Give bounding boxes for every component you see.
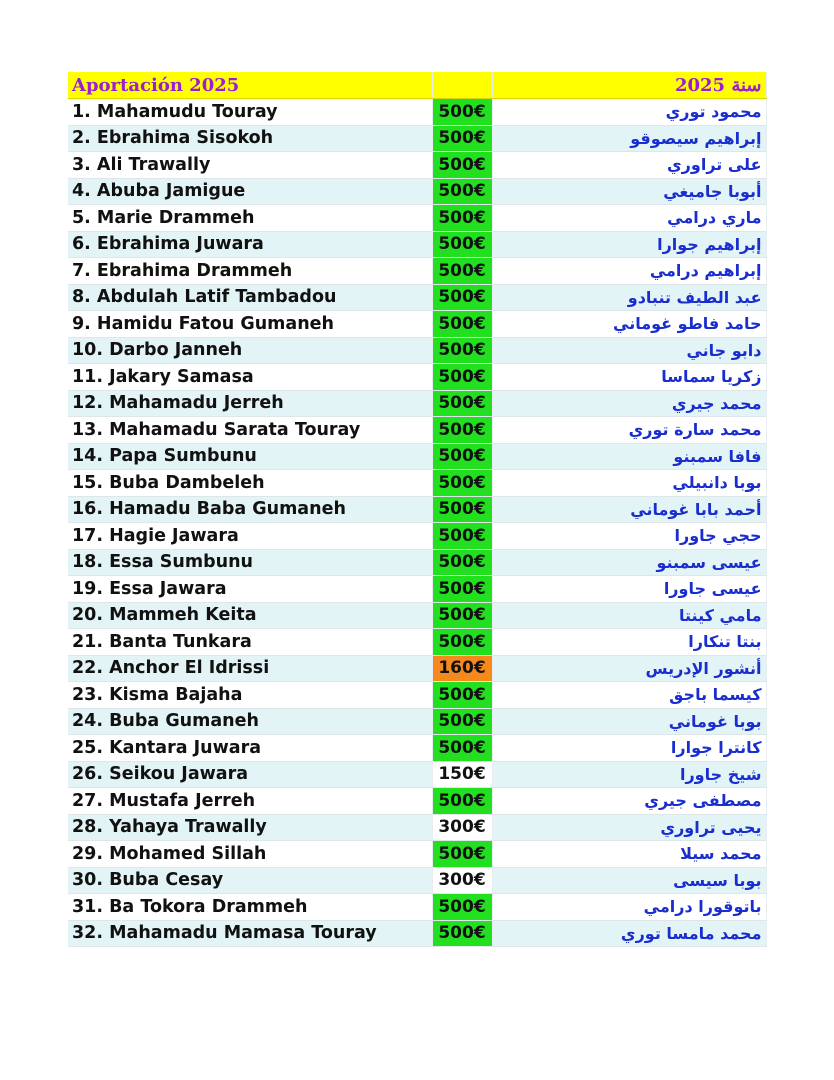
contribution-amount: 500€ [432, 417, 492, 444]
contribution-amount: 500€ [432, 258, 492, 285]
member-name-arabic: أحمد بابا غوماني [492, 496, 766, 523]
member-name-arabic: مامي كينتا [492, 602, 766, 629]
table-row [68, 814, 766, 841]
table-row [68, 231, 766, 258]
member-name-arabic: زكريا سماسا [492, 364, 766, 391]
member-name: 26. Seikou Jawara [68, 761, 432, 788]
table-row [68, 894, 766, 921]
member-name-arabic: دابو جاني [492, 337, 766, 364]
member-name-arabic: بوبا سيسى [492, 867, 766, 894]
table-row [68, 549, 766, 576]
table-row [68, 629, 766, 656]
member-name: 14. Papa Sumbunu [68, 443, 432, 470]
member-name: 5. Marie Drammeh [68, 205, 432, 232]
table-body [68, 72, 766, 947]
table-row [68, 152, 766, 179]
contribution-amount: 500€ [432, 682, 492, 709]
member-name: 31. Ba Tokora Drammeh [68, 894, 432, 921]
member-name-arabic: فافا سمبنو [492, 443, 766, 470]
member-name: 1. Mahamudu Touray [68, 99, 432, 126]
member-name-arabic: على تراوري [492, 152, 766, 179]
member-name-arabic: بنتا تنكارا [492, 629, 766, 656]
member-name: 23. Kisma Bajaha [68, 682, 432, 709]
contribution-amount: 500€ [432, 602, 492, 629]
table-row [68, 99, 766, 126]
member-name: 2. Ebrahima Sisokoh [68, 125, 432, 152]
member-name: 18. Essa Sumbunu [68, 549, 432, 576]
contribution-amount: 500€ [432, 576, 492, 603]
member-name-arabic: محمود توري [492, 99, 766, 126]
contribution-amount: 500€ [432, 735, 492, 762]
member-name-arabic: مصطفى جيري [492, 788, 766, 815]
member-name-arabic: محمد جيري [492, 390, 766, 417]
contribution-amount: 500€ [432, 788, 492, 815]
table-row [68, 496, 766, 523]
contribution-amount: 500€ [432, 629, 492, 656]
member-name-arabic: باتوقورا درامي [492, 894, 766, 921]
contribution-amount: 500€ [432, 841, 492, 868]
contribution-amount: 160€ [432, 655, 492, 682]
table-row [68, 682, 766, 709]
table-row [68, 602, 766, 629]
member-name: 8. Abdulah Latif Tambadou [68, 284, 432, 311]
contribution-amount: 500€ [432, 364, 492, 391]
table-row [68, 841, 766, 868]
table-row [68, 867, 766, 894]
table-row [68, 390, 766, 417]
header-right-title: سنة 2025 [492, 72, 766, 99]
contribution-amount: 300€ [432, 814, 492, 841]
member-name-arabic: كيسما باجق [492, 682, 766, 709]
contributions-table [68, 72, 767, 947]
member-name-arabic: حجي جاورا [492, 523, 766, 550]
member-name-arabic: بوبا دانبيلي [492, 470, 766, 497]
contribution-amount: 500€ [432, 496, 492, 523]
table-row [68, 311, 766, 338]
table-row [68, 258, 766, 285]
member-name: 7. Ebrahima Drammeh [68, 258, 432, 285]
contribution-amount: 500€ [432, 284, 492, 311]
member-name: 19. Essa Jawara [68, 576, 432, 603]
member-name-arabic: ماري درامي [492, 205, 766, 232]
table-row [68, 417, 766, 444]
member-name-arabic: شيخ جاورا [492, 761, 766, 788]
table-row [68, 205, 766, 232]
member-name: 11. Jakary Samasa [68, 364, 432, 391]
member-name: 15. Buba Dambeleh [68, 470, 432, 497]
member-name-arabic: حامد فاطو غوماني [492, 311, 766, 338]
contribution-amount: 500€ [432, 205, 492, 232]
table-row [68, 708, 766, 735]
header-left-title: Aportación 2025 [68, 72, 432, 99]
member-name: 30. Buba Cesay [68, 867, 432, 894]
table-row [68, 920, 766, 947]
member-name: 10. Darbo Janneh [68, 337, 432, 364]
table-row [68, 284, 766, 311]
member-name-arabic: إبراهيم درامي [492, 258, 766, 285]
contribution-amount: 500€ [432, 708, 492, 735]
contribution-amount: 500€ [432, 443, 492, 470]
member-name: 3. Ali Trawally [68, 152, 432, 179]
member-name: 6. Ebrahima Juwara [68, 231, 432, 258]
table-row [68, 178, 766, 205]
contribution-amount: 500€ [432, 894, 492, 921]
table-row [68, 761, 766, 788]
member-name-arabic: عيسى جاورا [492, 576, 766, 603]
member-name: 20. Mammeh Keita [68, 602, 432, 629]
table-row [68, 125, 766, 152]
member-name-arabic: محمد مامسا توري [492, 920, 766, 947]
member-name: 25. Kantara Juwara [68, 735, 432, 762]
contribution-amount: 300€ [432, 867, 492, 894]
member-name-arabic: عبد الطيف تنبادو [492, 284, 766, 311]
contribution-amount: 500€ [432, 920, 492, 947]
member-name: 28. Yahaya Trawally [68, 814, 432, 841]
member-name-arabic: يحيى تراوري [492, 814, 766, 841]
contribution-amount: 500€ [432, 523, 492, 550]
member-name-arabic: بوبا غوماني [492, 708, 766, 735]
table-row [68, 523, 766, 550]
contribution-amount: 500€ [432, 125, 492, 152]
member-name: 29. Mohamed Sillah [68, 841, 432, 868]
member-name-arabic: محمد سارة توري [492, 417, 766, 444]
table-row [68, 788, 766, 815]
table-row [68, 735, 766, 762]
member-name-arabic: عيسى سمبنو [492, 549, 766, 576]
table-row [68, 576, 766, 603]
contribution-amount: 500€ [432, 152, 492, 179]
table-row [68, 337, 766, 364]
member-name: 12. Mahamadu Jerreh [68, 390, 432, 417]
contribution-amount: 500€ [432, 549, 492, 576]
member-name: 13. Mahamadu Sarata Touray [68, 417, 432, 444]
table-row [68, 364, 766, 391]
member-name: 24. Buba Gumaneh [68, 708, 432, 735]
contribution-amount: 500€ [432, 311, 492, 338]
member-name: 32. Mahamadu Mamasa Touray [68, 920, 432, 947]
header-amount-cell [432, 72, 492, 99]
member-name: 22. Anchor El Idrissi [68, 655, 432, 682]
contribution-amount: 150€ [432, 761, 492, 788]
member-name-arabic: كانترا جوارا [492, 735, 766, 762]
contribution-amount: 500€ [432, 178, 492, 205]
contribution-amount: 500€ [432, 390, 492, 417]
member-name-arabic: محمد سيلا [492, 841, 766, 868]
member-name-arabic: أبوبا جاميغي [492, 178, 766, 205]
member-name-arabic: إبراهيم جوارا [492, 231, 766, 258]
member-name-arabic: إبراهيم سيصوقو [492, 125, 766, 152]
member-name: 27. Mustafa Jerreh [68, 788, 432, 815]
table-row [68, 443, 766, 470]
contribution-amount: 500€ [432, 470, 492, 497]
table-row [68, 470, 766, 497]
contribution-amount: 500€ [432, 231, 492, 258]
table-row [68, 655, 766, 682]
member-name: 16. Hamadu Baba Gumaneh [68, 496, 432, 523]
header-row [68, 72, 766, 99]
member-name: 9. Hamidu Fatou Gumaneh [68, 311, 432, 338]
member-name: 4. Abuba Jamigue [68, 178, 432, 205]
contribution-amount: 500€ [432, 337, 492, 364]
member-name: 17. Hagie Jawara [68, 523, 432, 550]
member-name-arabic: أنشور الإدريس [492, 655, 766, 682]
member-name: 21. Banta Tunkara [68, 629, 432, 656]
contribution-amount: 500€ [432, 99, 492, 126]
